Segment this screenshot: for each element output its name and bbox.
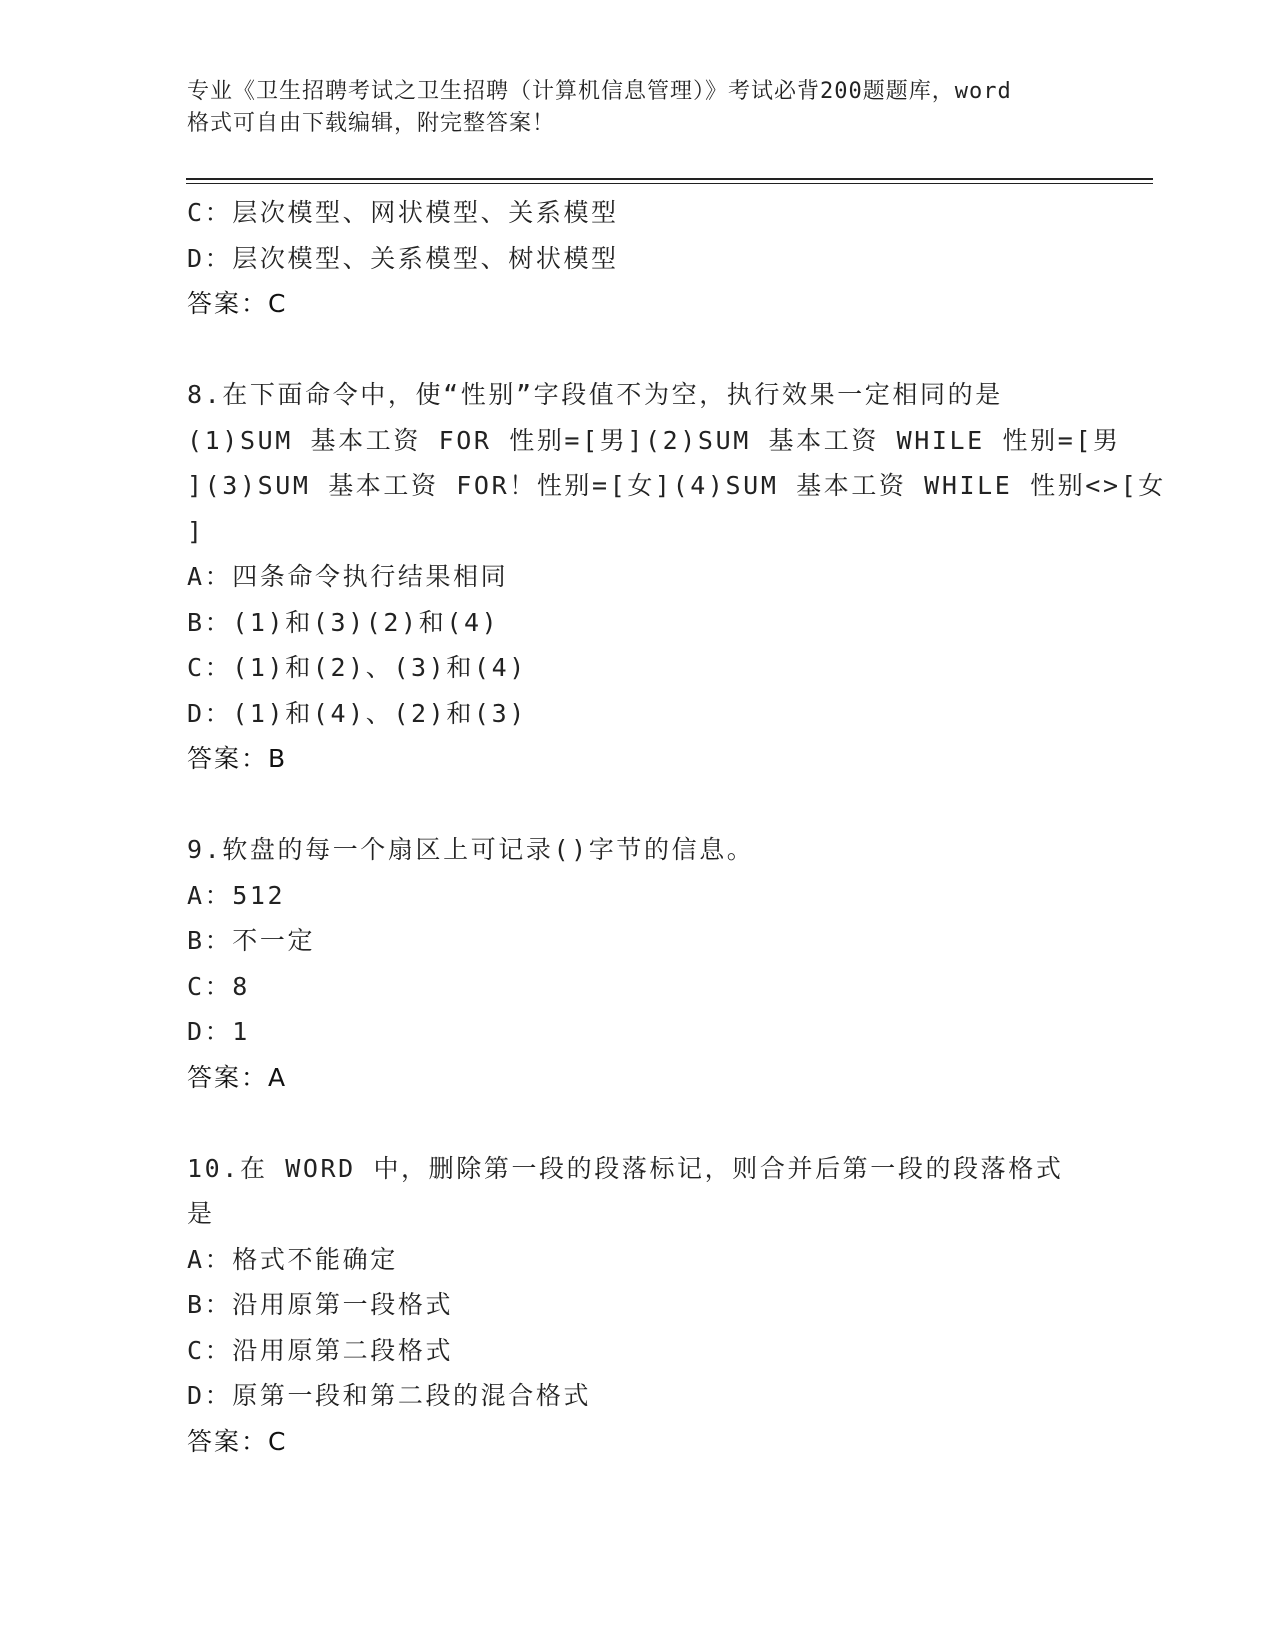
option-d: D：层次模型、关系模型、树状模型 (187, 243, 619, 273)
option-c: C：8 (187, 971, 250, 1001)
question-9 (187, 827, 1087, 1101)
option-a: A：格式不能确定 (187, 1244, 398, 1274)
question-text-line-1: 10.在 WORD 中，删除第一段的段落标记，则合并后第一段的段落格式 (187, 1153, 1064, 1183)
option-c: C：(1)和(2)、(3)和(4) (187, 653, 527, 682)
header-line-1: 专业《卫生招聘考试之卫生招聘（计算机信息管理）》考试必背200题题库，word (187, 79, 1012, 104)
question-8 (187, 372, 1166, 782)
option-c: C：层次模型、网状模型、关系模型 (187, 198, 619, 227)
option-a: A：四条命令执行结果相同 (187, 562, 509, 591)
question-10 (187, 1146, 1087, 1465)
question-text-line-3: ](3)SUM 基本工资 FOR！性别=[女](4)SUM 基本工资 WHILE 性别<>[女 (187, 471, 1166, 500)
header-divider-thick (186, 178, 1153, 180)
option-a: A：512 (187, 880, 286, 910)
question-list (187, 190, 1166, 1465)
answer: 答案：B (187, 744, 288, 773)
option-b: B：不一定 (187, 926, 316, 955)
option-b: B：(1)和(3)(2)和(4) (187, 607, 500, 637)
question-text-line-2: 是 (187, 1199, 215, 1228)
option-c: C：沿用原第二段格式 (187, 1335, 454, 1365)
answer: 答案：A (187, 1062, 288, 1092)
question-text-line-1: 8.在下面命令中，使“性别”字段值不为空，执行效果一定相同的是 (187, 380, 1003, 409)
question-text-line-1: 9.软盘的每一个扇区上可记录()字节的信息。 (187, 835, 755, 864)
option-d: D：1 (187, 1017, 250, 1046)
question-text-line-4: ] (187, 516, 205, 546)
option-d: D：(1)和(4)、(2)和(3) (187, 698, 527, 728)
option-d: D：原第一段和第二段的混合格式 (187, 1381, 592, 1410)
question-text-line-2: (1)SUM 基本工资 FOR 性别=[男](2)SUM 基本工资 WHILE 性别=[男 (187, 425, 1121, 455)
header-divider-thin (186, 183, 1153, 184)
header-line-2: 格式可自由下载编辑，附完整答案！ (187, 111, 556, 136)
question-7 (187, 190, 1087, 327)
answer: 答案：C (187, 1426, 288, 1456)
answer: 答案：C (187, 289, 288, 318)
document-header (187, 76, 1087, 140)
option-b: B：沿用原第一段格式 (187, 1290, 454, 1319)
